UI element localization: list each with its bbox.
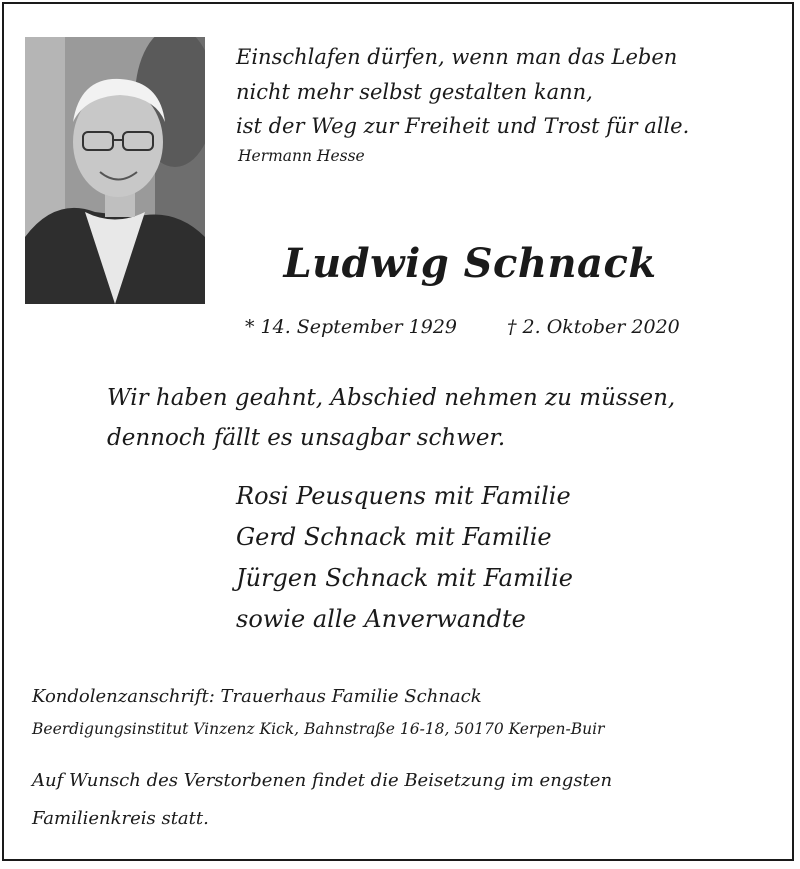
quote-line: Einschlafen dürfen, wenn man das Leben [236, 45, 678, 69]
quote-line: nicht mehr selbst gestalten kann, [236, 79, 593, 104]
mourner-entry: Gerd Schnack mit Familie [236, 523, 552, 551]
birth-date: * 14. September 1929 [245, 316, 457, 338]
notice-line: Auf Wunsch des Verstorbenen findet die Beisetzung im engsten [32, 770, 613, 791]
farewell-line: Wir haben geahnt, Abschied nehmen zu müssen, [107, 385, 676, 411]
condolence-address: Kondolenzanschrift: Trauerhaus Familie Schnack [32, 686, 482, 707]
quote-author: Hermann Hesse [238, 147, 365, 165]
notice-line: Familienkreis statt. [32, 808, 209, 829]
hesse-quote [236, 40, 689, 144]
death-date: † 2. Oktober 2020 [507, 316, 680, 338]
farewell-text [107, 378, 675, 458]
deceased-name: Ludwig Schnack [283, 240, 657, 287]
burial-notice [32, 762, 612, 838]
mourner-entry: Jürgen Schnack mit Familie [236, 564, 573, 592]
undertaker-address: Beerdigungsinstitut Vinzenz Kick, Bahnstraße 16-18, 50170 Kerpen-Buir [32, 720, 605, 738]
mourner-entry: Rosi Peusquens mit Familie [236, 482, 571, 510]
mourner-entry: sowie alle Anverwandte [236, 605, 526, 633]
mourners-list [236, 476, 573, 640]
farewell-line: dennoch fällt es unsagbar schwer. [107, 425, 506, 451]
quote-line: ist der Weg zur Freiheit und Trost für alle. [236, 114, 690, 138]
